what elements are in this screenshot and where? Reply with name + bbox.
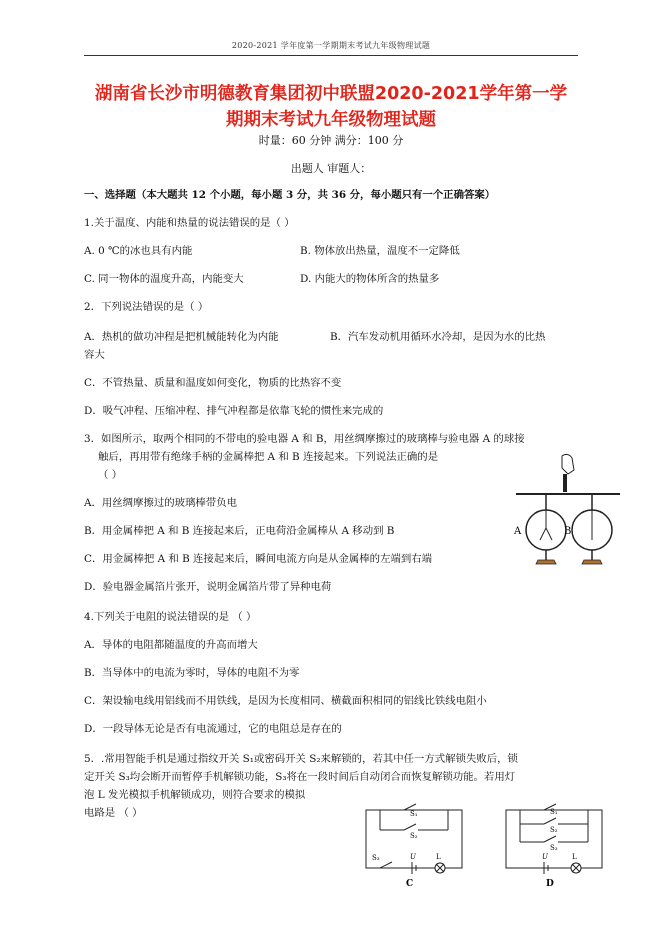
q5-stem-3: 泡 L 发光模拟手机解锁成功，则符合要求的模拟 [84, 789, 306, 801]
q2-option-d: D．吸气冲程、压缩冲程、排气冲程都是依靠飞轮的惯性来完成的 [84, 405, 384, 417]
c-u: U [410, 853, 416, 861]
q1-option-d: D. 内能大的物体所含的热量多 [300, 273, 440, 285]
q5-stem-2: 定开关 S₃均会断开而暂停手机解锁功能，S₃将在一段时间后自动闭合而恢复解锁功能。若用灯 [84, 771, 516, 783]
d-caption: D [546, 879, 554, 889]
label-b: B [564, 526, 572, 537]
q4-option-b: B．当导体中的电流为零时，导体的电阻不为零 [84, 667, 300, 679]
c-s1: S₁ [410, 810, 418, 818]
header-rule [84, 55, 578, 56]
q3-stem-3: （ ） [98, 469, 123, 481]
q4-option-c: C．架设输电线用铝线而不用铁线，是因为长度相同、横截面积相同的铝线比铁线电阻小 [84, 695, 487, 707]
label-a: A [514, 526, 522, 537]
d-u: U [542, 853, 548, 861]
d-l: L [572, 853, 577, 861]
circuit-d-figure [500, 802, 612, 892]
q3-option-d: D．验电器金属箔片张开，说明金属箔片带了异种电荷 [84, 581, 332, 593]
title-line-1: 湖南省长沙市明德教育集团初中联盟2020-2021学年第一学 [94, 84, 568, 104]
c-s3: S₃ [372, 854, 380, 862]
q4-option-d: D．一段导体无论是否有电流通过，它的电阻总是存在的 [84, 723, 342, 735]
q2-stem: 2．下列说法错误的是（ ） [84, 301, 209, 313]
exam-authors: 出题人 审题人： [290, 162, 372, 175]
q3-option-a: A．用丝绸摩擦过的玻璃棒带负电 [84, 497, 237, 509]
d-s1: S₁ [550, 808, 558, 816]
q1-option-b: B. 物体放出热量，温度不一定降低 [300, 245, 460, 257]
c-s2: S₂ [410, 832, 418, 840]
electroscope-figure [512, 452, 624, 574]
q2-option-b: B．汽车发动机用循环水冷却，是因为水的比热 [330, 331, 546, 343]
q1-stem: 1.关于温度、内能和热量的说法错误的是（ ） [84, 217, 295, 229]
section-heading: 一、选择题（本大题共 12 个小题，每小题 3 分，共 36 分，每小题只有一个正确答案） [84, 189, 496, 201]
q2-option-c: C．不管热量、质量和温度如何变化，物质的比热容不变 [84, 377, 342, 389]
q5-stem-1: 5．.常用智能手机是通过指纹开关 S₁或密码开关 S₂来解锁的，若其中任一方式解锁失败后，锁 [84, 753, 518, 765]
q2-option-a: A．热机的做功冲程是把机械能转化为内能 [84, 331, 279, 343]
q3-option-b: B．用金属棒把 A 和 B 连接起来后，正电荷沿金属棒从 A 移动到 B [84, 525, 395, 537]
q1-option-c: C. 同一物体的温度升高，内能变大 [84, 273, 244, 285]
q1-option-a: A. 0 ℃的冰也具有内能 [84, 245, 193, 257]
q3-stem-1: 3．如图所示，取两个相同的不带电的验电器 A 和 B，用丝绸摩擦过的玻璃棒与验电器 A 的球接 [84, 433, 525, 445]
d-s2: S₂ [550, 826, 558, 834]
q5-stem-4: 电路是 （ ） [84, 807, 143, 819]
d-s3: S₃ [550, 844, 558, 852]
exam-time-score: 时量：60 分钟 满分：100 分 [258, 134, 404, 147]
q3-stem-2: 触后，再用带有绝缘手柄的金属棒把 A 和 B 连接起来。下列说法正确的是 [98, 451, 439, 463]
q2-option-b-cont: 容大 [84, 349, 105, 361]
title-line-2: 期期末考试九年级物理试题 [226, 110, 436, 130]
c-caption: C [406, 879, 414, 889]
q4-option-a: A．导体的电阻都随温度的升高而增大 [84, 639, 258, 651]
q4-stem: 4.下列关于电阻的说法错误的是 （ ） [84, 611, 257, 623]
running-header: 2020-2021 学年度第一学期期末考试九年级物理试题 [231, 41, 431, 50]
q3-option-c: C．用金属棒把 A 和 B 连接起来后，瞬间电流方向是从金属棒的左端到右端 [84, 553, 433, 565]
circuit-c-figure [360, 802, 472, 892]
c-l: L [436, 853, 441, 861]
